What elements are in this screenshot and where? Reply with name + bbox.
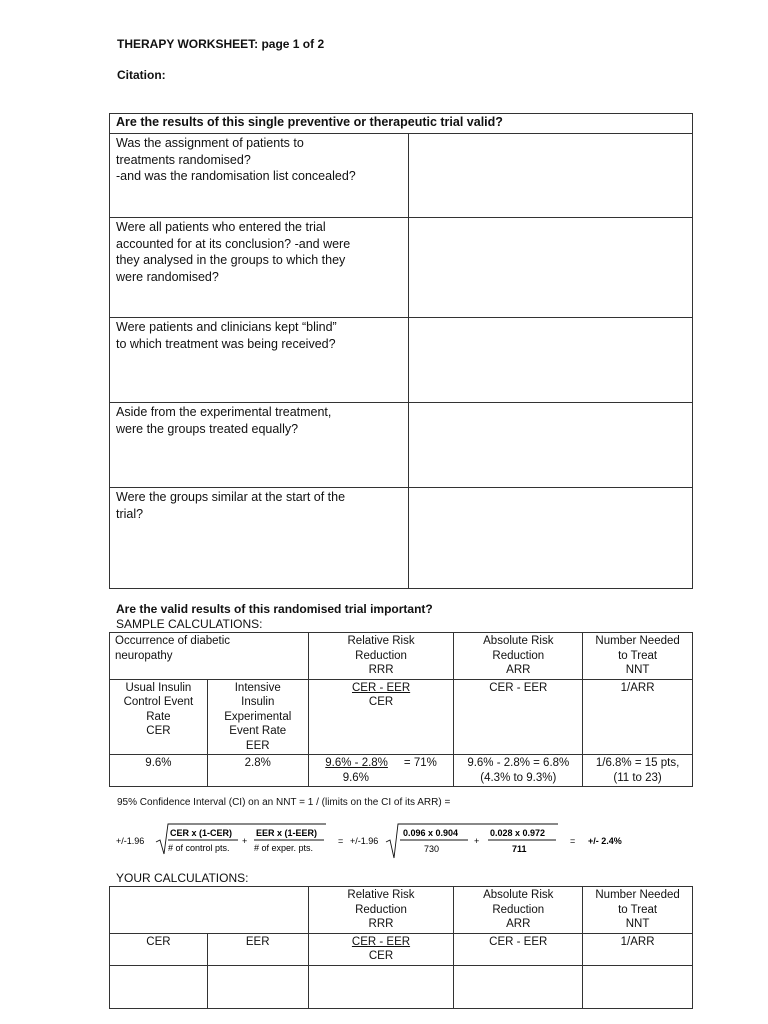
your-nnt-header: Number Needed to Treat NNT bbox=[583, 887, 693, 934]
cer-header: Usual Insulin Control Event Rate CER bbox=[110, 679, 208, 755]
importance-heading: Are the valid results of this randomised trial important? bbox=[116, 602, 433, 616]
your-calculations-label: YOUR CALCULATIONS: bbox=[116, 871, 249, 885]
cer-value: 9.6% bbox=[110, 755, 208, 787]
f2-den: # of exper. pts. bbox=[254, 843, 314, 853]
ci-pm-1: +/-1.96 bbox=[116, 836, 145, 846]
validity-answer-cell[interactable] bbox=[409, 218, 693, 318]
f1-den: # of control pts. bbox=[168, 843, 230, 853]
eq-2: = bbox=[570, 836, 576, 846]
ci-formula bbox=[110, 820, 670, 864]
your-cer-value[interactable] bbox=[110, 965, 208, 1008]
validity-question-accounted: Were all patients who entered the trial accounted for at its conclusion? -and were they analysed in the groups to which they were randomised? bbox=[110, 218, 409, 318]
eer-value: 2.8% bbox=[207, 755, 308, 787]
outcome-cell: Occurrence of diabetic neuropathy bbox=[110, 633, 309, 680]
your-nnt-formula: 1/ARR bbox=[583, 933, 693, 965]
f2-num: EER x (1-EER) bbox=[256, 828, 318, 838]
plus-1: + bbox=[242, 836, 248, 846]
validity-table bbox=[109, 113, 693, 589]
your-eer-value[interactable] bbox=[207, 965, 308, 1008]
plus-2: + bbox=[474, 836, 480, 846]
your-rrr-header: Relative Risk Reduction RRR bbox=[308, 887, 454, 934]
validity-answer-cell[interactable] bbox=[409, 488, 693, 589]
validity-question-equal-treatment: Aside from the experimental treatment, were the groups treated equally? bbox=[110, 403, 409, 488]
rrr-header: Relative Risk Reduction RRR bbox=[308, 633, 454, 680]
sample-calculations-table bbox=[109, 632, 693, 787]
nnt-header: Number Needed to Treat NNT bbox=[583, 633, 693, 680]
sample-calculations-label: SAMPLE CALCULATIONS: bbox=[116, 617, 263, 631]
arr-formula: CER - EER bbox=[454, 679, 583, 755]
arr-header: Absolute Risk Reduction ARR bbox=[454, 633, 583, 680]
g1-den: 730 bbox=[424, 844, 440, 854]
your-outcome-cell[interactable] bbox=[110, 887, 309, 934]
your-eer-header: EER bbox=[207, 933, 308, 965]
ci-statement: 95% Confidence Interval (CI) on an NNT = 1 / (limits on the CI of its ARR) = bbox=[117, 797, 451, 808]
validity-heading: Are the results of this single preventive or therapeutic trial valid? bbox=[110, 114, 693, 134]
your-rrr-value[interactable] bbox=[308, 965, 454, 1008]
f1-num: CER x (1-CER) bbox=[170, 828, 233, 838]
g2-den: 711 bbox=[512, 844, 527, 854]
rrr-value: 9.6% - 2.8% = 71% 9.6% bbox=[308, 755, 454, 787]
your-arr-formula: CER - EER bbox=[454, 933, 583, 965]
your-cer-header: CER bbox=[110, 933, 208, 965]
your-calculations-table bbox=[109, 886, 693, 1009]
eq-1: = bbox=[338, 836, 344, 846]
validity-answer-cell[interactable] bbox=[409, 318, 693, 403]
your-rrr-formula: CER - EER CER bbox=[308, 933, 454, 965]
arr-value: 9.6% - 2.8% = 6.8% (4.3% to 9.3%) bbox=[454, 755, 583, 787]
g2-num: 0.028 x 0.972 bbox=[490, 828, 546, 838]
g1-num: 0.096 x 0.904 bbox=[403, 828, 459, 838]
your-arr-header: Absolute Risk Reduction ARR bbox=[454, 887, 583, 934]
validity-answer-cell[interactable] bbox=[409, 134, 693, 218]
citation-label: Citation: bbox=[117, 68, 166, 82]
validity-answer-cell[interactable] bbox=[409, 403, 693, 488]
ci-result: +/- 2.4% bbox=[588, 836, 622, 846]
validity-question-randomised: Was the assignment of patients to treatments randomised? -and was the randomisation list concealed? bbox=[110, 134, 409, 218]
validity-question-blind: Were patients and clinicians kept “blind” to which treatment was being received? bbox=[110, 318, 409, 403]
page-title: THERAPY WORKSHEET: page 1 of 2 bbox=[117, 37, 325, 51]
ci-pm-2: +/-1.96 bbox=[350, 836, 379, 846]
your-arr-value[interactable] bbox=[454, 965, 583, 1008]
rrr-formula: CER - EER CER bbox=[308, 679, 454, 755]
validity-question-similar-groups: Were the groups similar at the start of the trial? bbox=[110, 488, 409, 589]
nnt-formula: 1/ARR bbox=[583, 679, 693, 755]
your-nnt-value[interactable] bbox=[583, 965, 693, 1008]
eer-header: Intensive Insulin Experimental Event Rate EER bbox=[207, 679, 308, 755]
nnt-value: 1/6.8% = 15 pts, (11 to 23) bbox=[583, 755, 693, 787]
